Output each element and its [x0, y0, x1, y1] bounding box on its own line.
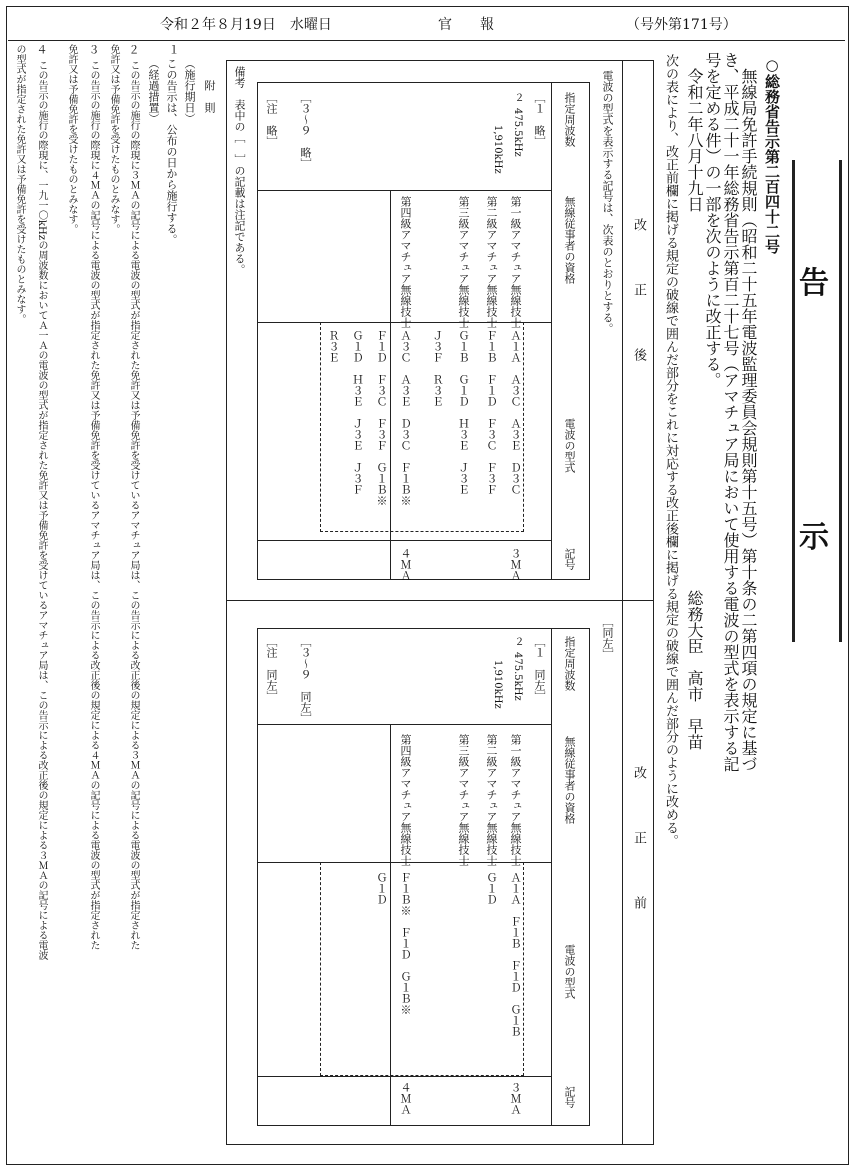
supp-item-3-number: ３ [87, 44, 100, 55]
after-row3-type-2: Ｆ１Ｄ Ｆ３Ｃ Ｆ３Ｆ Ｇ１Ｂ※ [375, 330, 388, 506]
after-row2-qual-1: 第一級アマチュア無線技士 [509, 196, 522, 328]
supp-item-1-title: （施行期日） [183, 58, 196, 124]
after-header-freq: 指定周波数 [563, 92, 576, 147]
after-row3-code: ４ＭＡ [399, 548, 412, 581]
header-date: 令和２年８月19日 水曜日 [160, 17, 332, 33]
supp-item-4-number: ４ [35, 44, 48, 55]
after-header-code: 記号 [563, 548, 576, 570]
after-dashed-highlight [320, 322, 524, 532]
before-header-rule [551, 628, 552, 1126]
notice-heading: ○総務省告示第二百四十二号 [763, 56, 781, 254]
supp-item-3-text-2: 免許又は予備免許を受けたものとみなす。 [66, 44, 77, 234]
before-row3-type-2: Ｇ１Ｄ [375, 872, 388, 905]
after-rows-rule [290, 82, 551, 83]
supp-item-3-text-1: この告示の施行の際現に４ＭＡの記号による電波の型式が指定された免許又は予備免許を受けているアマチュア局は、この告示による改正後の規定による４ＭＡの記号による電波の型式が指定された [88, 60, 99, 950]
after-row2-code: ３ＭＡ [509, 548, 522, 581]
notice-body-line-3: 号を定める件）の一部を次のように改正する。 [703, 52, 722, 388]
before-row3-type-1: Ｆ１Ｂ※ Ｆ１Ｄ Ｇ１Ｂ※ [399, 872, 412, 1015]
header-rule [8, 40, 845, 41]
before-row2-freq-1: 475.5kHz [512, 652, 523, 701]
before-column-label: 改 正 前 [631, 766, 646, 909]
before-note: ［注 同左］ [265, 636, 278, 702]
supp-item-2-title: （経過措置） [147, 58, 160, 124]
before-type-col-rule [257, 1076, 551, 1077]
before-row3-code: ４ＭＡ [399, 1082, 412, 1115]
before-row3-qual: 第四級アマチュア無線技士 [399, 734, 412, 866]
after-row2-number: ２ [512, 92, 523, 102]
notice-body-line-2: き、平成二十一年総務省告示第百二十七号（アマチュア局において使用する電波の型式を表示する記 [721, 52, 740, 772]
before-row2-qual-3: 第三級アマチュア無線技士 [457, 734, 470, 866]
notice-instruction: 次の表により、改正前欄に掲げる規定の破線で囲んだ部分をこれに対応する改正後欄に掲げる規定の破線で囲んだ部分のように改める。 [663, 54, 678, 847]
after-row2-freq-2: 1,910kHz [492, 125, 503, 174]
after-row2-freq-1: 475.5kHz [512, 108, 523, 157]
table-divider [226, 600, 654, 601]
before-header-code: 記号 [563, 1086, 576, 1108]
after-freq-col-rule [257, 190, 551, 191]
after-note: ［注 略］ [265, 92, 278, 147]
after-type-col-rule [257, 540, 551, 541]
after-row3-type-1: Ａ３Ｃ Ａ３Ｅ Ｄ３Ｃ Ｆ１Ｂ※ [399, 330, 412, 506]
after-column-label: 改 正 後 [631, 218, 646, 361]
after-header-rule [551, 82, 552, 580]
supp-item-2-number: ２ [127, 44, 140, 55]
before-row2-qual-1: 第一級アマチュア無線技士 [509, 734, 522, 866]
after-header-type: 電波の型式 [563, 418, 576, 473]
before-header-type: 電波の型式 [563, 944, 576, 999]
supp-item-4-text-2: の型式が指定された免許又は予備免許を受けたものとみなす。 [14, 44, 25, 324]
before-header-freq: 指定周波数 [563, 636, 576, 691]
before-row2-number: ２ [512, 636, 523, 646]
notice-signature: 総務大臣 高市 早苗 [685, 590, 704, 750]
section-title-char-2: 示 [799, 520, 829, 555]
after-row3-qual: 第四級アマチュア無線技士 [399, 196, 412, 328]
after-header-qual: 無線従事者の資格 [563, 196, 576, 284]
after-rows-3-9: ［３～９ 略］ [299, 92, 312, 169]
before-row1: ［１ 同左］ [533, 636, 546, 702]
table-header-column-rule [622, 60, 623, 1145]
header-gazette-title: 官 報 [438, 17, 494, 33]
after-row2-type-4: Ｊ３Ｆ Ｒ３Ｅ [431, 330, 444, 407]
notice-body-line-1: 無線局免許手続規則（昭和二十五年電波監理委員会規則第十五号）第十条の二第四項の規定に基づ [739, 68, 758, 772]
supp-item-1-text: この告示は、公布の日から施行する。 [165, 58, 178, 245]
after-row2-type-2: Ｆ１Ｂ Ｆ１Ｄ Ｆ３Ｃ Ｆ３Ｆ [485, 330, 498, 495]
supp-item-2-text-1: この告示の施行の際現に３ＭＡの記号による電波の型式が指定された免許又は予備免許を受けているアマチュア局は、この告示による改正後の規定による３ＭＡの記号による電波の型式が指定された [128, 60, 139, 950]
before-row2-type-2: Ｇ１Ｄ [485, 872, 498, 905]
after-row2-type-3: Ｇ１Ｂ Ｇ１Ｄ Ｈ３Ｅ Ｊ３Ｅ [457, 330, 470, 495]
header-issue-number: （号外第171号） [626, 17, 737, 33]
supp-item-2-text-2: 免許又は予備免許を受けたものとみなす。 [108, 44, 119, 234]
notice-date: 令和二年八月十九日 [685, 68, 704, 212]
section-title-band [792, 160, 842, 642]
supplementary-heading: 附 則 [203, 80, 216, 113]
after-row1: ［１ 略］ [533, 92, 546, 147]
after-intro: 電波の型式を表示する記号は、次表のとおりとする。 [601, 70, 614, 334]
after-row2-type-1: Ａ１Ａ Ａ３Ｃ Ａ３Ｅ Ｄ３Ｃ [509, 330, 522, 495]
before-row2-qual-2: 第二級アマチュア無線技士 [485, 734, 498, 866]
before-dashed-highlight [320, 862, 524, 1076]
before-row2-freq-2: 1,910kHz [492, 660, 503, 709]
after-row3-type-3: Ｇ１Ｄ Ｈ３Ｅ Ｊ３Ｅ Ｊ３Ｆ [351, 330, 364, 495]
supp-item-4-text-1: この告示の施行の際現に、一九一〇kHzの周波数においてＡ一Ａの電波の型式が指定された免許又は予備免許を受けているアマチュア局は、この告示による改正後の規定による３ＭＡの記号による電波 [36, 60, 47, 961]
section-title-char-1: 告 [799, 266, 829, 301]
before-same-label: ［同左］ [601, 616, 614, 660]
after-row3-type-4: Ｒ３Ｅ [327, 330, 340, 363]
before-row2-code: ３ＭＡ [509, 1082, 522, 1115]
table-remark: 備考 表中の［ ］の記載は注記である。 [233, 66, 246, 275]
before-header-qual: 無線従事者の資格 [563, 736, 576, 824]
after-row2-qual-2: 第二級アマチュア無線技士 [485, 196, 498, 328]
supp-item-1-number: １ [167, 44, 180, 55]
before-row2-type-1: Ａ１Ａ Ｆ１Ｂ Ｆ１Ｄ Ｇ１Ｂ [509, 872, 522, 1037]
after-row2-qual-3: 第三級アマチュア無線技士 [457, 196, 470, 328]
before-rows-3-9: ［３～９ 同左］ [299, 636, 312, 724]
before-freq-col-rule [257, 724, 551, 725]
